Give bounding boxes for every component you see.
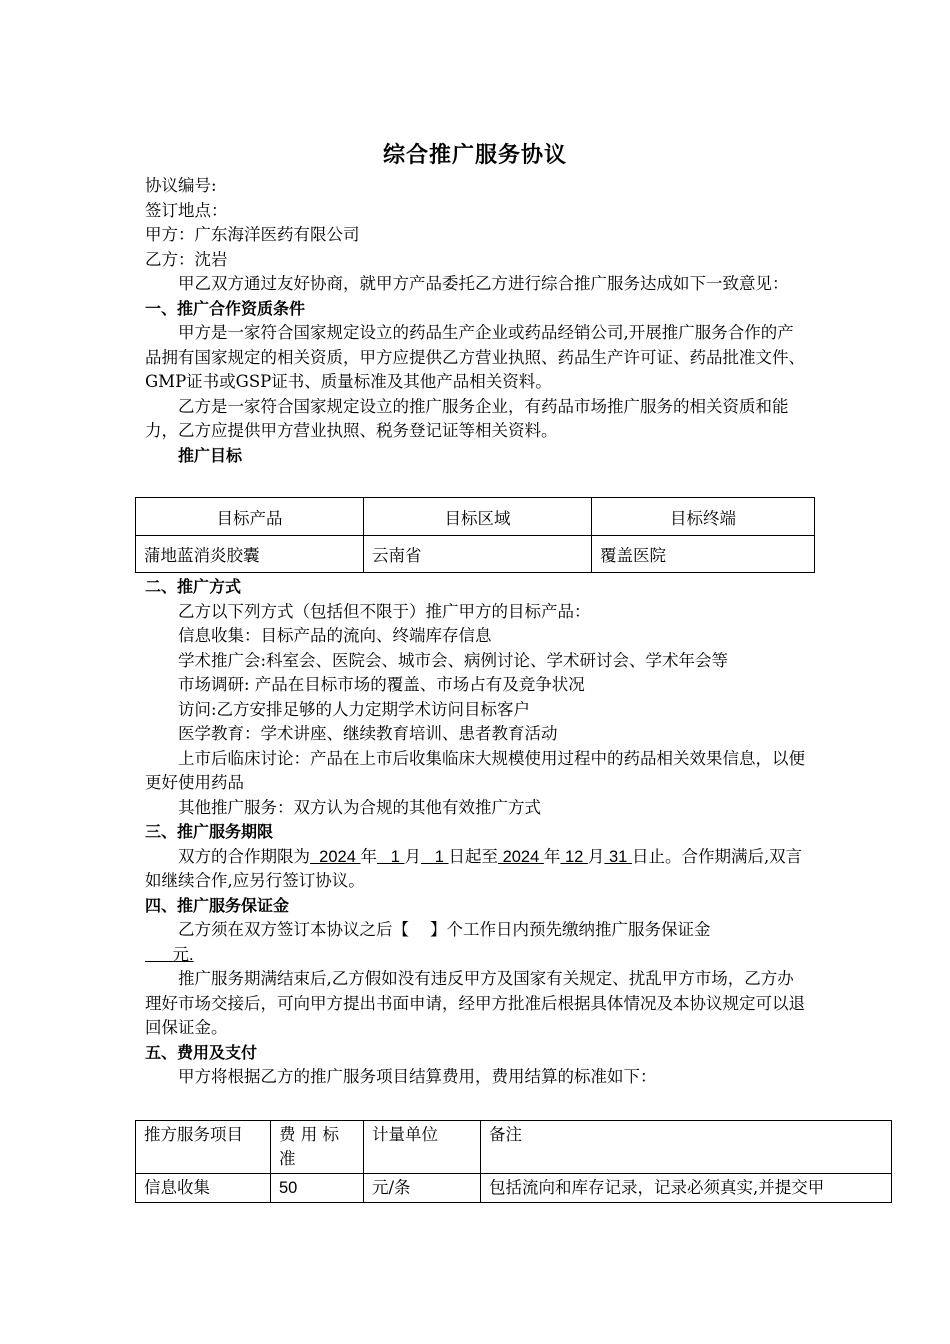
header-service-item: 推方服务项目: [136, 1121, 271, 1174]
party-a: 甲方：广东海洋医药有限公司: [145, 225, 360, 244]
method-line: 信息收集：目标产品的流向、终端库存信息: [178, 626, 492, 645]
party-b: 乙方：沈岩: [145, 249, 228, 269]
start-day: 1: [420, 847, 449, 866]
table-header-row: [136, 498, 815, 536]
year-label: 年: [543, 846, 561, 866]
end-year: 2024: [498, 847, 544, 866]
month-label: 月: [404, 846, 421, 866]
section1-heading: 一、推广合作资质条件: [145, 298, 306, 318]
header-target-terminal: 目标终端: [592, 498, 815, 536]
month-label: 月: [587, 846, 605, 866]
document-body: [145, 174, 810, 468]
deposit-amount-line: [145, 943, 810, 968]
end-month: 12: [560, 847, 588, 866]
target-table: [135, 497, 815, 573]
cell-terminal: 覆盖医院: [592, 536, 815, 573]
section1-paragraph-1: 甲方是一家符合国家规定设立的药品生产企业或药品经销公司,开展推广服务合作的产品拥有国家规定的相关资质，甲方应提供乙方营业执照、药品生产许可证、药品批准文件、GMP证书或GSP证书、质量标准及其他产品相关资料。: [145, 323, 805, 391]
table-header-row: [136, 1121, 892, 1174]
header-remarks: 备注: [481, 1121, 892, 1174]
cell-unit: 元/条: [364, 1174, 481, 1203]
cell-remarks: 包括流向和库存记录，记录必须真实,并提交甲: [481, 1174, 892, 1203]
section5-heading: 五、费用及支付: [145, 1042, 258, 1062]
term-suffix: 日止。合作期满后,双言如继续合作,应另行签订协议。: [145, 846, 803, 890]
cell-fee: 50: [271, 1174, 364, 1203]
header-unit: 计量单位: [364, 1121, 481, 1174]
year-label: 年: [360, 846, 377, 866]
method-line: 上市后临床讨论：产品在上市后收集临床大规模使用过程中的药品相关效果信息，以便更好使用药品: [145, 748, 805, 792]
cell-service-item: 信息收集: [136, 1174, 271, 1203]
section3-heading: 三、推广服务期限: [145, 822, 274, 841]
table-row: [136, 536, 815, 573]
header-target-region: 目标区域: [364, 498, 592, 536]
end-day: 31: [604, 847, 632, 866]
fee-intro: 甲方将根据乙方的推广服务项目结算费用，费用结算的标准如下：: [178, 1067, 657, 1086]
method-line: 其他推广服务：双方认为合规的其他有效推广方式: [178, 797, 541, 817]
term-prefix: 双方的合作期限为: [178, 846, 310, 866]
table-row: [136, 1174, 892, 1203]
method-line: 医学教育：学术讲座、继续教育培训、患者教育活动: [178, 724, 558, 743]
document-title: 综合推广服务协议: [382, 143, 567, 168]
document-body-continued: [145, 575, 810, 1090]
cell-product: 蒲地蓝消炎胶囊: [136, 536, 364, 573]
term-paragraph: [145, 845, 810, 894]
fee-table: [135, 1120, 892, 1203]
deposit-amount: 元.: [145, 945, 194, 964]
header-fee-standard: 费 用 标准: [271, 1121, 364, 1174]
start-month: 1: [376, 847, 405, 866]
start-year: 2024: [310, 847, 361, 866]
header-target-product: 目标产品: [136, 498, 364, 536]
method-line: 学术推广会:科室会、医院会、城市会、病例讨论、学术研讨会、学术年会等: [178, 650, 729, 670]
signing-location: 签订地点：: [145, 200, 228, 220]
section2-heading: 二、推广方式: [145, 577, 242, 596]
deposit-refund-paragraph: 推广服务期满结束后,乙方假如没有违反甲方及国家有关规定、扰乱甲方市场，乙方办理好市场交接后，可向甲方提出书面申请，经甲方批准后根据具体情况及本协议规定可以退回保证金。: [145, 969, 805, 1037]
method-line: 乙方以下列方式（包括但不限于）推广甲方的目标产品：: [178, 601, 591, 621]
intro-paragraph: 甲乙双方通过友好协商，就甲方产品委托乙方进行综合推广服务达成如下一致意见：: [178, 274, 789, 293]
cell-region: 云南省: [364, 536, 592, 573]
section4-heading: 四、推广服务保证金: [145, 895, 290, 915]
deposit-line: 乙方须在双方签订本协议之后【 】个工作日内预先缴纳推广服务保证金: [178, 920, 711, 939]
agreement-number: 协议编号:: [145, 176, 217, 195]
method-line: 市场调研: 产品在目标市场的覆盖、市场占有及竞争状况: [178, 675, 585, 694]
section1-paragraph-2: 乙方是一家符合国家规定设立的推广服务企业，有药品市场推广服务的相关资质和能力，乙方应提供甲方营业执照、税务登记证等相关资料。: [145, 396, 789, 440]
method-line: 访问:乙方安排足够的人力定期学术访问目标客户: [178, 699, 531, 719]
target-heading: 推广目标: [178, 445, 243, 465]
day-label: 日起至: [448, 846, 498, 866]
